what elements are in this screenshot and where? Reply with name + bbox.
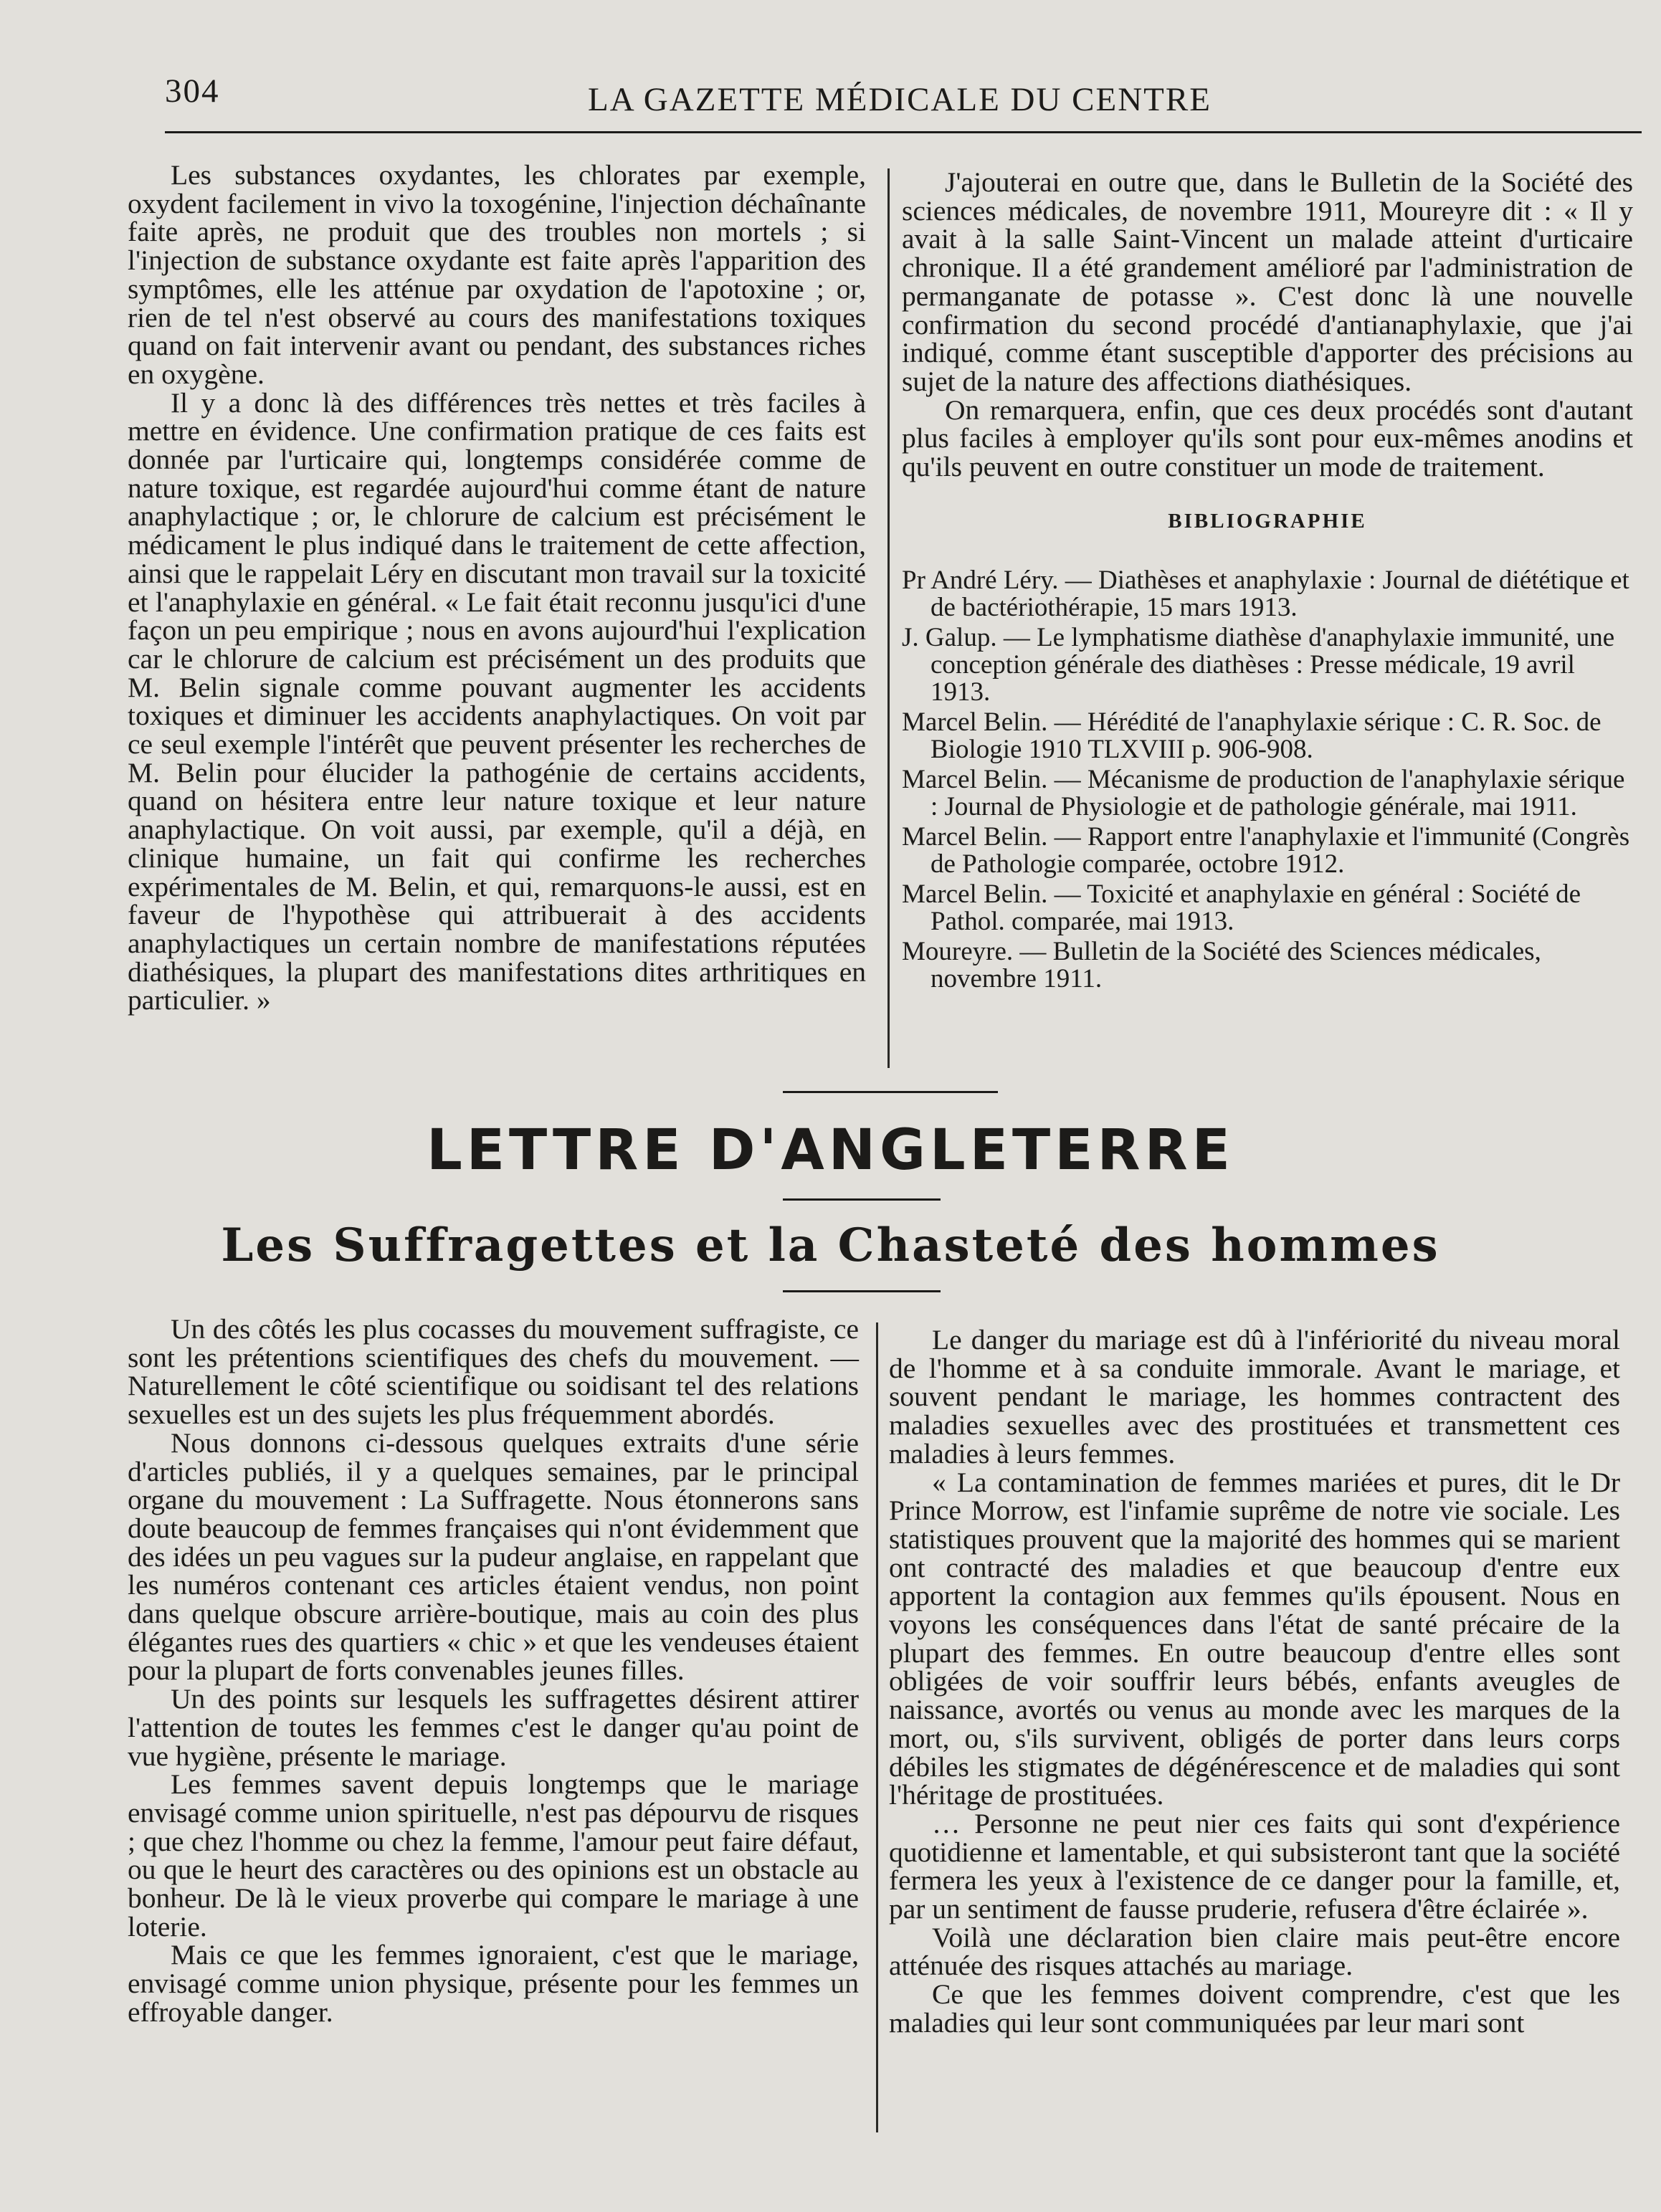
paragraph: Un des points sur lesquels les suffragettes désirent attirer l'attention de toutes les femmes c'est le danger qu'au point de vue hygiène, présente le mariage. <box>128 1683 859 1772</box>
upper-right-column <box>902 168 1633 996</box>
bibliography-entry: Moureyre. — Bulletin de la Société des Sciences médicales, novembre 1911. <box>902 937 1541 994</box>
bibliography-entry: Marcel Belin. — Rapport entre l'anaphylaxie et l'immunité (Congrès de Pathologie comparée, octobre 1912. <box>902 822 1630 879</box>
header-rule <box>165 131 1642 133</box>
bibliography-entry: Marcel Belin. — Hérédité de l'anaphylaxie sérique : C. R. Soc. de Biologie 1910 TLXVIII p. 906-908. <box>902 707 1601 765</box>
bibliography-entry: Pr André Léry. — Diathèses et anaphylaxie : Journal de diététique et de bactériothérapie, 15 mars 1913. <box>902 566 1629 623</box>
running-head <box>165 72 1541 122</box>
article-subtitle: Les Suffragettes et la Chasteté des hommes <box>221 1219 1440 1272</box>
section-title: LETTRE D'ANGLETERRE <box>427 1118 1234 1183</box>
upper-left-column <box>128 161 866 1015</box>
bibliography-entry: Marcel Belin. — Toxicité et anaphylaxie en général : Société de Pathol. comparée, mai 1913. <box>902 879 1581 937</box>
column-divider <box>887 168 890 1068</box>
article-right-column <box>889 1326 1620 2038</box>
title-rule <box>783 1198 941 1201</box>
paragraph: Mais ce que les femmes ignoraient, c'est que le mariage, envisagé comme union physique, présente pour les femmes un effroyable danger. <box>128 1939 859 2028</box>
paragraph: Voilà une déclaration bien claire mais peut-être encore atténuée des risques attachés au mariage. <box>889 1921 1620 1982</box>
subtitle-rule <box>783 1290 941 1292</box>
paragraph: « La contamination de femmes mariées et pures, dit le Dr Prince Morrow, est l'infamie suprême de notre vie sociale. Les statistiques prouvent que la majorité des hommes qui se marient ont contracté des maladies et que beaucoup d'entre eux apportent la contagion aux femmes qu'ils épousent. Nous en voyons les conséquences dans l'état de santé précaire de la plupart des femmes. En outre beaucoup d'entre elles sont obligées de voir souffrir leurs bébés, enfants aveugles de naissance, avortés ou venus au monde avec les marques de la mort, ou, s'ils survivent, obligés de porter dans leurs corps débiles les stigmates de dégénérescence et de maladies qui sont l'héritage de prostituées. <box>889 1466 1620 1811</box>
bibliography-title: BIBLIOGRAPHIE <box>1168 509 1367 533</box>
paragraph: Le danger du mariage est dû à l'infériorité du niveau moral de l'homme et à sa conduite immorale. Avant le mariage, et souvent pendant le mariage, les hommes contractent des maladies sexuelles avec des prostituées et transmettent ces maladies à leurs femmes. <box>889 1324 1620 1469</box>
bibliography-entry: J. Galup. — Le lymphatisme diathèse d'anaphylaxie immunité, une conception générale des diathèses : Presse médicale, 19 avril 1913. <box>902 623 1615 707</box>
bibliography-entry: Marcel Belin. — Mécanisme de production de l'anaphylaxie sérique : Journal de Physiologie et de pathologie générale, mai 1911. <box>902 765 1625 822</box>
paragraph: … Personne ne peut nier ces faits qui sont d'expérience quotidienne et lamentable, et qui subsisteront tant que la société fermera les yeux à l'existence de ce danger pour la famille, et, par un sentiment de fausse pruderie, refusera d'être éclairée ». <box>889 1807 1620 1925</box>
column-divider <box>876 1322 878 2132</box>
paragraph: Les substances oxydantes, les chlorates par exemple, oxydent facilement in vivo la toxogénine, l'injection déchaînante faite après, ne produit que des troubles non mortels ; si l'injection de substance oxydante est faite après l'apparition des symptômes, elle les atténue par oxydation de l'apotoxine ; or, rien de tel n'est observé au cours des manifestations toxiques quand on fait intervenir avant ou pendant, des substances riches en oxygène. <box>128 159 866 390</box>
paragraph: Un des côtés les plus cocasses du mouvement suffragiste, ce sont les prétentions scientifiques des chefs du mouvement. — Naturellement le côté scientifique ou soidisant tel des relations sexuelles est un des sujets les plus fréquemment abordés. <box>128 1313 859 1431</box>
paragraph: Il y a donc là des différences très nettes et très faciles à mettre en évidence. Une confirmation pratique de ces faits est donnée par l'urticaire qui, longtemps considérée comme de nature toxique, est regardée aujourd'hui comme étant de nature anaphylactique ; or, le chlorure de calcium est précisément le médicament le plus indiqué dans le traitement de cette affection, ainsi que le rappelait Léry en discutant mon travail sur la toxicité et l'anaphylaxie en général. « Le fait était reconnu jusqu'ici d'une façon un peu empirique ; nous en avons aujourd'hui l'explication car le chlorure de calcium est précisément un des produits que M. Belin signale comme pouvant augmenter les accidents toxiques et diminuer les accidents anaphylactiques. On voit par ce seul exemple l'intérêt que peuvent présenter les recherches de M. Belin pour élucider la pathogénie de certains accidents, quand on hésitera entre leur nature toxique et leur nature anaphylactique. On voit aussi, par exemple, qu'il a déjà, en clinique humaine, un fait qui confirme les recherches expérimentales de M. Belin, et qui, remarquons-le aussi, est en faveur de l'hypothèse qui attribuerait à des accidents anaphylactiques un certain nombre de manifestations réputées diathésiques, la plupart des manifestations dites arthritiques en particulier. » <box>128 386 866 1016</box>
section-rule <box>783 1091 998 1093</box>
paragraph: On remarquera, enfin, que ces deux procédés sont d'autant plus faciles à employer qu'ils sont pour eux-mêmes anodins et qu'ils peuvent en outre constituer un mode de traitement. <box>902 394 1633 483</box>
paragraph: Les femmes savent depuis longtemps que le mariage envisagé comme union spirituelle, n'est pas dépourvu de risques ; que chez l'homme ou chez la femme, l'amour peut faire défaut, ou que le heurt des caractères ou des opinions est un obstacle au bonheur. De là le vieux proverbe qui compare le mariage à une loterie. <box>128 1768 859 1942</box>
article-left-column <box>128 1315 859 2027</box>
journal-title: LA GAZETTE MÉDICALE DU CENTRE <box>588 81 1212 118</box>
paragraph: J'ajouterai en outre que, dans le Bulletin de la Société des sciences médicales, de novembre 1911, Moureyre dit : « Il y avait à la salle Saint-Vincent un malade atteint d'urticaire chronique. Il a été grandement amélioré par l'administration de permanganate de potasse ». C'est donc là une nouvelle confirmation du second procédé d'antianaphylaxie, que j'ai indiqué, comme étant susceptible d'apporter des précisions au sujet de la nature des affections diathésiques. <box>902 166 1633 397</box>
paragraph: Nous donnons ci-dessous quelques extraits d'une série d'articles publiés, il y a quelques semaines, par le principal organe du mouvement : La Suffragette. Nous étonnerons sans doute beaucoup de femmes françaises qui n'ont évidemment que des idées un peu vagues sur la pudeur anglaise, en rappelant que les numéros contenant ces articles étaient vendus, non point dans quelque obscure arrière-boutique, mais au coin des plus élégantes rues des quartiers « chic » et que les vendeuses étaient pour la plupart de forts convenables jeunes filles. <box>128 1426 859 1687</box>
bibliography-list <box>902 567 1633 993</box>
paragraph: Ce que les femmes doivent comprendre, c'est que les maladies qui leur sont communiquées par leur mari sont <box>889 1978 1620 2039</box>
page-number: 304 <box>165 72 220 110</box>
